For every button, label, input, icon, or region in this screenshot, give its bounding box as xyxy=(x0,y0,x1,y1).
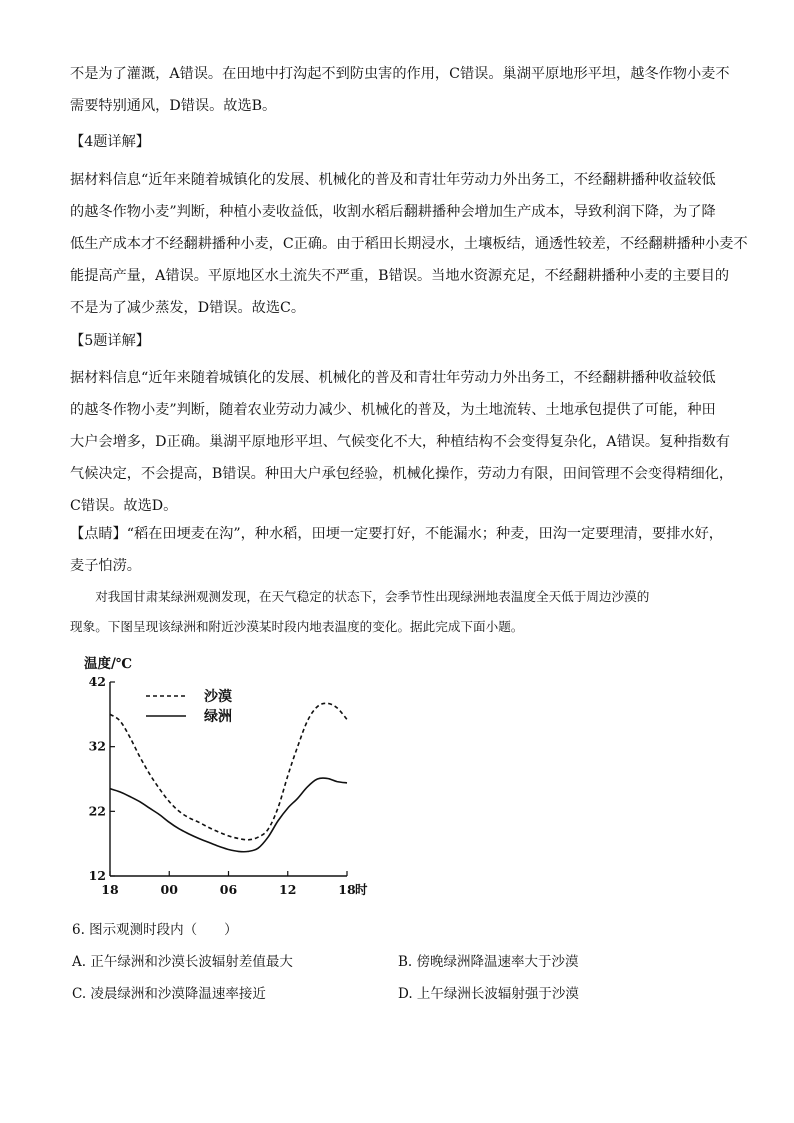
x-axis-unit: 时 xyxy=(355,882,368,897)
series-line-oasis xyxy=(110,778,347,852)
text-line: 据材料信息“近年来随着城镇化的发展、机械化的普及和青壮年劳动力外出务工，不经翻耕播种收益较低 xyxy=(70,172,716,188)
y-tick-label: 22 xyxy=(88,803,106,819)
heading-q5: 【5题详解】 xyxy=(70,333,150,349)
y-tick-label: 12 xyxy=(88,868,106,883)
tip-paragraph xyxy=(70,518,726,582)
text-line: C错误。故选D。 xyxy=(70,498,178,514)
text-line: 【点睛】“稻在田埂麦在沟”，种水稻，田埂一定要打好，不能漏水；种麦，田沟一定要理清，要排水好， xyxy=(70,526,723,542)
legend-label: 沙漠 xyxy=(204,689,232,705)
text-line: 气候决定，不会提高，B错误。种田大户承包经验，机械化操作，劳动力有限，田间管理不会变得精细化， xyxy=(70,466,734,482)
text-line: 的越冬作物小麦”判断，种植小麦收益低，收割水稻后翻耕播种会增加生产成本，导致利润下降，为了降 xyxy=(70,204,716,220)
text-line: 的越冬作物小麦”判断，随着农业劳动力减少、机械化的普及，为土地流转、土地承包提供了可能，种田 xyxy=(70,402,716,418)
text-line: 现象。下图呈现该绿洲和附近沙漠某时段内地表温度的变化。据此完成下面小题。 xyxy=(70,619,524,634)
y-tick-label: 42 xyxy=(88,674,106,689)
text-line: 据材料信息“近年来随着城镇化的发展、机械化的普及和青壮年劳动力外出务工，不经翻耕播种收益较低 xyxy=(70,370,716,386)
option-b[interactable]: B. 傍晚绿洲降温速率大于沙漠 xyxy=(398,954,579,970)
material-passage xyxy=(70,582,726,642)
paragraph-q5 xyxy=(70,362,734,522)
paragraph-q4 xyxy=(70,164,748,324)
legend-label: 绿洲 xyxy=(204,709,232,725)
text-line: 麦子怕涝。 xyxy=(70,558,141,574)
option-a[interactable]: A. 正午绿洲和沙漠长波辐射差值最大 xyxy=(72,954,293,970)
heading-q4: 【4题详解】 xyxy=(70,134,150,150)
text-line: 不是为了减少蒸发，D错误。故选C。 xyxy=(70,300,306,316)
question-6-stem: 6. 图示观测时段内（ ） xyxy=(72,922,238,938)
chart-legend xyxy=(146,688,232,725)
text-line: 能提高产量，A错误。平原地区水土流失不严重，B错误。当地水资源充足，不经翻耕播种小麦的主要目的 xyxy=(70,268,730,284)
option-d[interactable]: D. 上午绿洲长波辐射强于沙漠 xyxy=(398,986,579,1002)
x-tick-label: 18 xyxy=(101,882,119,897)
x-tick-label: 18 xyxy=(338,882,356,897)
x-tick-label: 00 xyxy=(160,882,178,897)
text-line: 不是为了灌溉，A错误。在田地中打沟起不到防虫害的作用，C错误。巢湖平原地形平坦，越冬作物小麦不 xyxy=(70,66,730,82)
text-line: 低生产成本才不经翻耕播种小麦，C正确。由于稻田长期浸水，土壤板结，通透性较差，不经翻耕播种小麦不 xyxy=(70,236,748,252)
y-tick-label: 32 xyxy=(88,738,106,754)
x-tick-label: 06 xyxy=(219,882,238,897)
y-axis-label: 温度/℃ xyxy=(84,656,133,672)
x-tick-label: 12 xyxy=(279,882,297,897)
text-line: 对我国甘肃某绿洲观测发现，在天气稳定的状态下，会季节性出现绿洲地表温度全天低于周边沙漠的 xyxy=(70,589,650,604)
text-line: 大户会增多，D正确。巢湖平原地形平坦、气候变化不大，种植结构不会变得复杂化，A错误。复种指数有 xyxy=(70,434,731,450)
chart-lines xyxy=(110,703,347,852)
temperature-chart xyxy=(74,652,374,900)
text-line: 需要特别通风，D错误。故选B。 xyxy=(70,98,277,114)
option-c[interactable]: C. 凌晨绿洲和沙漠降温速率接近 xyxy=(72,986,266,1002)
paragraph-q3-end xyxy=(70,58,730,122)
